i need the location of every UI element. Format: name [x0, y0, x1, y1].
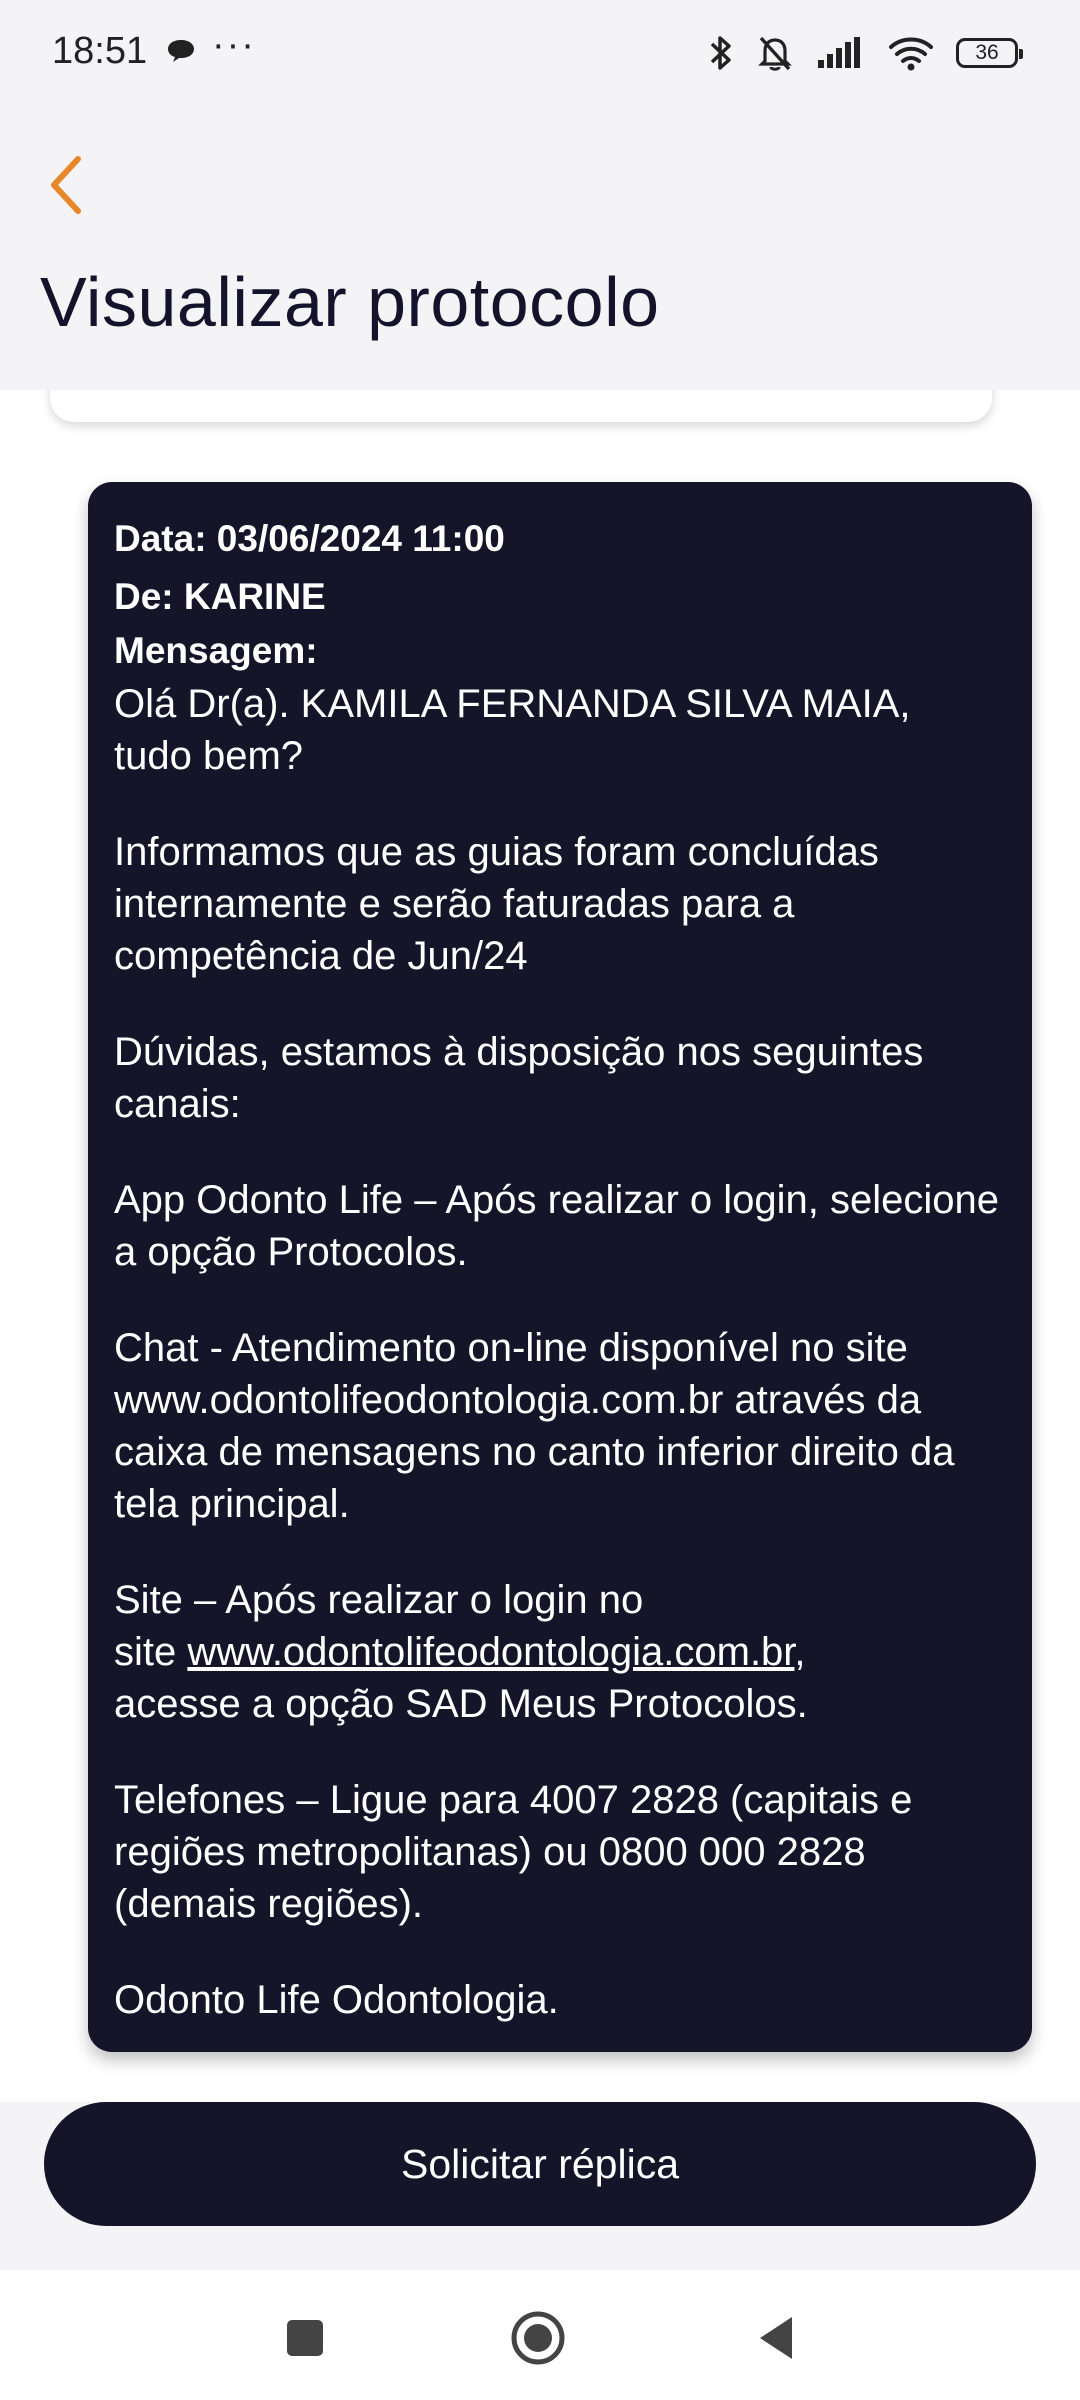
bluetooth-icon [708, 33, 734, 73]
message-signature: Odonto Life Odontologia. [114, 1978, 559, 2022]
message-date: Data: 03/06/2024 11:00 [114, 518, 505, 559]
message-paragraph: Dúvidas, estamos à disposição nos seguintes canais: [114, 1030, 924, 1126]
request-reply-button[interactable]: Solicitar réplica [44, 2102, 1036, 2226]
site-link[interactable]: www.odontolifeodontologia.com.br [187, 1630, 795, 1674]
page-title: Visualizar protocolo [40, 263, 660, 341]
footer-area [0, 2102, 1080, 2270]
message-paragraph: Informamos que as guias foram concluídas internamente e serão faturadas para a competência de Jun/24 [114, 830, 879, 978]
back-button[interactable] [36, 140, 96, 230]
status-bar [0, 0, 1080, 110]
message-paragraph: App Odonto Life – Após realizar o login, selecione a opção Protocolos. [114, 1178, 1000, 1274]
site-text-prefix: Site – Após realizar o login no site [114, 1578, 644, 1674]
signal-icon [816, 36, 866, 70]
wifi-icon [888, 35, 934, 71]
message-greeting: Olá Dr(a). KAMILA FERNANDA SILVA MAIA, tudo bem? [114, 682, 911, 778]
site-text-suffix: , acesse a opção SAD Meus Protocolos. [114, 1630, 808, 1726]
home-button[interactable] [508, 2308, 568, 2368]
message-body [114, 678, 1006, 2026]
bell-off-icon [756, 33, 794, 73]
system-nav-bar [0, 2270, 1080, 2400]
battery-icon [956, 38, 1018, 68]
protocol-messages-scroll[interactable] [0, 390, 1080, 2102]
message-label: Mensagem: [114, 630, 318, 671]
status-more-dots: ··· [212, 24, 256, 66]
status-icons [708, 30, 1018, 76]
battery-level: 36 [975, 41, 999, 64]
home-circle-icon [509, 2309, 567, 2367]
chat-bubble-icon [166, 38, 196, 64]
message-paragraph: Telefones – Ligue para 4007 2828 (capitais e regiões metropolitanas) ou 0800 000 2828 (demais regiões). [114, 1778, 913, 1926]
message-card [88, 482, 1032, 2052]
recents-button[interactable] [275, 2308, 335, 2368]
back-triangle-icon [756, 2314, 796, 2362]
message-sender: De: KARINE [114, 576, 326, 617]
message-paragraph: Chat - Atendimento on-line disponível no site www.odontolifeodontologia.com.br através da caixa de mensagens no canto inferior direito da tela principal. [114, 1326, 955, 1526]
app-header [0, 110, 1080, 390]
back-nav-button[interactable] [746, 2308, 806, 2368]
status-time: 18:51 [52, 30, 148, 72]
message-paragraph-site [114, 1574, 1006, 1730]
back-chevron-icon [46, 153, 86, 217]
square-nav-icon [285, 2318, 325, 2358]
